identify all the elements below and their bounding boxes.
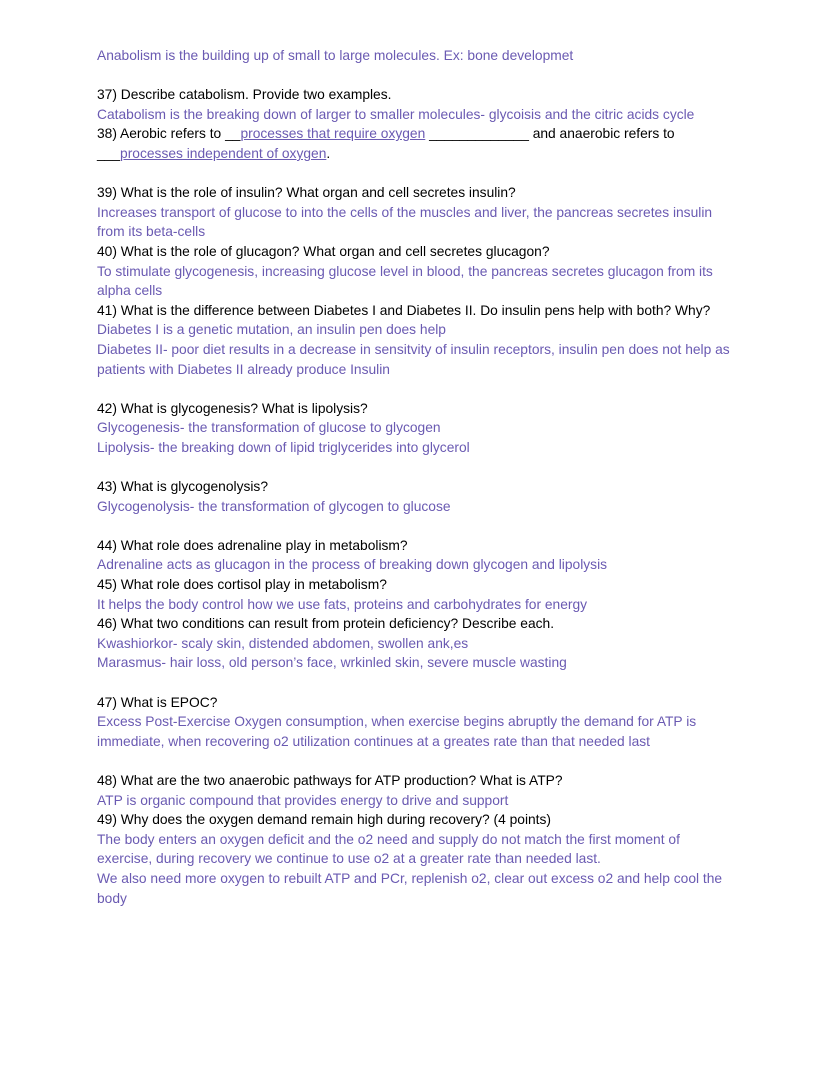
answer-intro: Anabolism is the building up of small to large molecules. Ex: bone developmet <box>97 48 574 63</box>
answer-45: It helps the body control how we use fats, proteins and carbohydrates for energy <box>97 596 588 612</box>
question-39: 39) What is the role of insulin? What organ and cell secretes insulin? <box>97 185 516 201</box>
answer-40: To stimulate glycogenesis, increasing glucose level in blood, the pancreas secretes glucagon from its alpha cells <box>97 263 713 299</box>
question-45: 45) What role does cortisol play in metabolism? <box>97 577 387 593</box>
answer-43: Glycogenolysis- the transformation of glycogen to glucose <box>97 498 451 514</box>
answer-41-line1: Diabetes I is a genetic mutation, an insulin pen does help <box>97 322 446 338</box>
blank-line <box>97 66 730 86</box>
question-38-blank1: __ <box>225 126 241 142</box>
question-40: 40) What is the role of glucagon? What organ and cell secretes glucagon? <box>97 243 550 259</box>
question-38-blank3: ___ <box>97 145 121 161</box>
answer-47: Excess Post-Exercise Oxygen consumption, when exercise begins abruptly the demand for ATP is immediate, when recovering o2 utilization continues at a greates rate than that needed last <box>97 714 697 749</box>
question-46: 46) What two conditions can result from protein deficiency? Describe each. <box>97 616 555 632</box>
question-block-39 <box>97 183 730 242</box>
question-block-49 <box>97 810 730 908</box>
question-block-42 <box>97 399 730 458</box>
answer-46-line2: Marasmus- hair loss, old person’s face, wrkinled skin, severe muscle wasting <box>97 655 567 671</box>
question-47: 47) What is EPOC? <box>97 694 218 710</box>
question-block-47 <box>97 693 730 752</box>
question-block-48 <box>97 771 730 810</box>
question-49: 49) Why does the oxygen demand remain high during recovery? (4 points) <box>97 812 552 828</box>
question-block-37 <box>97 85 730 124</box>
blank-line <box>97 751 730 771</box>
answer-46-line1: Kwashiorkor- scaly skin, distended abdomen, swollen ank,es <box>97 635 469 651</box>
blank-line <box>97 379 730 399</box>
answer-48: ATP is organic compound that provides energy to drive and support <box>97 792 509 808</box>
answer-42-line2: Lipolysis- the breaking down of lipid triglycerides into glycerol <box>97 439 470 455</box>
answer-38-fill1: processes that require oxygen <box>240 126 426 142</box>
answer-39: Increases transport of glucose to into the cells of the muscles and liver, the pancreas secretes insulin from its beta-cells <box>97 204 713 240</box>
question-44: 44) What role does adrenaline play in metabolism? <box>97 537 408 553</box>
question-48: 48) What are the two anaerobic pathways for ATP production? What is ATP? <box>97 772 563 788</box>
answer-42-line1: Glycogenesis- the transformation of glucose to glycogen <box>97 420 441 436</box>
question-38-prefix: 38) Aerobic refers to <box>97 126 226 142</box>
question-block-45 <box>97 575 730 614</box>
question-38-middle: and anaerobic refers to <box>532 126 675 142</box>
answer-38-fill2: processes independent of oxygen <box>120 145 327 161</box>
answer-37: Catabolism is the breaking down of larger to smaller molecules- glycoisis and the citric acids cycle <box>97 106 695 122</box>
answer-44: Adrenaline acts as glucagon in the process of breaking down glycogen and lipolysis <box>97 557 608 573</box>
question-37: 37) Describe catabolism. Provide two examples. <box>97 87 392 103</box>
question-38 <box>97 124 730 163</box>
question-block-38 <box>97 124 730 163</box>
answer-49-line2: We also need more oxygen to rebuilt ATP and PCr, replenish o2, clear out excess o2 and help cool the body <box>97 870 723 906</box>
question-block-41 <box>97 301 730 379</box>
answer-49-line1: The body enters an oxygen deficit and the o2 need and supply do not match the first moment of exercise, during recovery we continue to use o2 at a greater rate than needed last. <box>97 831 680 867</box>
blank-line <box>97 673 730 693</box>
question-42: 42) What is glycogenesis? What is lipolysis? <box>97 400 368 416</box>
question-38-blank2: _____________ <box>425 126 533 142</box>
blank-line <box>97 164 730 184</box>
question-41: 41) What is the difference between Diabetes I and Diabetes II. Do insulin pens help with both? Why? <box>97 302 711 318</box>
blank-line <box>97 516 730 536</box>
question-block-44 <box>97 536 730 575</box>
answer-41-line2: Diabetes II- poor diet results in a decrease in sensitvity of insulin receptors, insulin pen does not help as patients with Diabetes II already produce Insulin <box>97 341 730 377</box>
document-body <box>97 46 730 908</box>
question-block-43 <box>97 477 730 516</box>
question-block-46 <box>97 614 730 673</box>
question-43: 43) What is glycogenolysis? <box>97 479 269 495</box>
blank-line <box>97 457 730 477</box>
question-38-suffix: . <box>326 145 331 161</box>
question-block-40 <box>97 242 730 301</box>
